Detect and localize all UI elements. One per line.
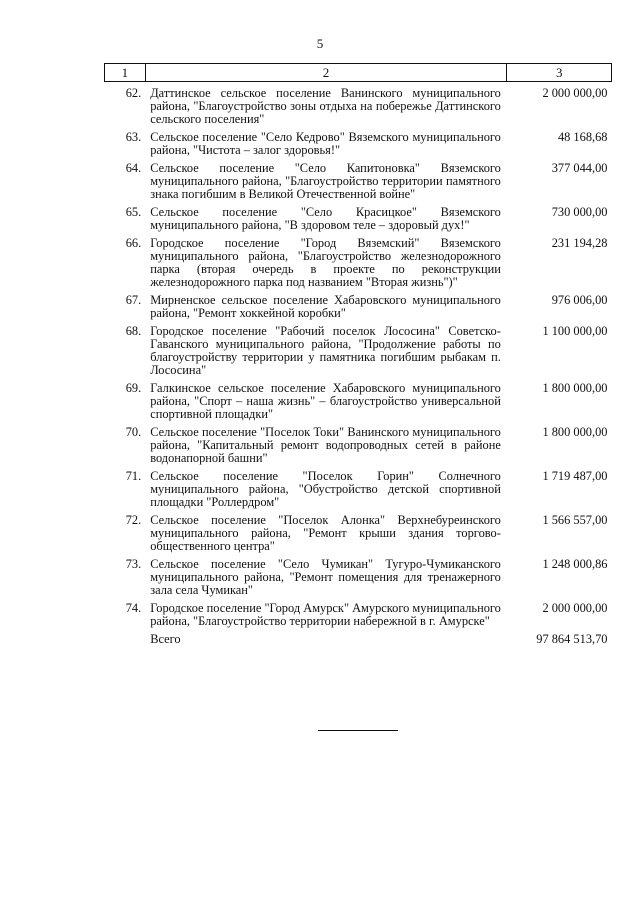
- table-header: [105, 64, 612, 82]
- end-separator-line: [318, 730, 398, 731]
- row-amount: 1 248 000,86: [542, 557, 608, 571]
- row-description: Даттинское сельское поселение Ванинского муниципального района, "Благоустройство зоны отдыха на побережье Даттинского сельского поселения": [150, 86, 501, 126]
- row-description: Сельское поселение "Село Чумикан" Тугуро-Чумиканского муниципального района, "Ремонт помещения для тренажерного зала села Чумикан": [150, 557, 501, 597]
- table-body: [105, 82, 612, 647]
- row-description: Городское поселение "Город Амурск" Амурского муниципального района, "Благоустройство территории набережной в г. Амурске": [150, 601, 501, 628]
- allocation-table: [104, 63, 612, 646]
- row-number: 62.: [125, 86, 142, 100]
- row-amount: 2 000 000,00: [542, 86, 608, 100]
- row-description: Сельское поселение "Село Капитоновка" Вяземского муниципального района, "Благоустройство территории памятного знака погибшим в Великой Отечественной войне": [150, 161, 501, 201]
- row-number: 73.: [125, 557, 142, 571]
- total-label: Всего: [150, 632, 181, 646]
- header-row: [105, 64, 612, 82]
- page-number: 5: [316, 36, 324, 51]
- row-number: 70.: [125, 425, 142, 439]
- row-description: Сельское поселение "Поселок Алонка" Верхнебуреинского муниципального района, "Ремонт крыши здания торгово-общественного центра": [150, 513, 501, 553]
- row-amount: 231 194,28: [551, 236, 608, 250]
- header-col-3: 3: [507, 64, 612, 82]
- row-description: Сельское поселение "Поселок Горин" Солнечного муниципального района, "Обустройство детской спортивной площадки "Роллердром": [150, 469, 501, 509]
- row-amount: 1 100 000,00: [542, 324, 608, 338]
- row-number: 63.: [125, 130, 142, 144]
- row-number: 67.: [125, 293, 142, 307]
- row-description: Сельское поселение "Село Кедрово" Вяземского муниципального района, "Чистота – залог здоровья!": [150, 130, 501, 157]
- table-row: [105, 421, 612, 465]
- total-empty-cell: [105, 628, 146, 646]
- row-amount: 1 800 000,00: [542, 381, 608, 395]
- row-number: 66.: [125, 236, 142, 250]
- row-description: Мирненское сельское поселение Хабаровского муниципального района, "Ремонт хоккейной коробки": [150, 293, 501, 320]
- table-row: [105, 126, 612, 157]
- total-row: [105, 628, 612, 646]
- header-col-2: 2: [145, 64, 507, 82]
- row-description: Сельское поселение "Поселок Токи" Ванинского муниципального района, "Капитальный ремонт водопроводных сетей в районе водонапорной башни": [150, 425, 501, 465]
- table-row: [105, 82, 612, 127]
- row-number: 69.: [125, 381, 142, 395]
- row-description: Городское поселение "Город Вяземский" Вяземского муниципального района, "Благоустройство железнодорожного парка (вторая очередь в проекте по реконструкции железнодорожного парка под названием "Вторая жизнь")": [150, 236, 501, 289]
- table-row: [105, 320, 612, 377]
- table-row: [105, 201, 612, 232]
- row-amount: 1 566 557,00: [542, 513, 608, 527]
- table-row: [105, 232, 612, 289]
- row-description: Сельское поселение "Село Красицкое" Вяземского муниципального района, "В здоровом теле – здоровый дух!": [150, 205, 501, 232]
- row-amount: 1 719 487,00: [542, 469, 608, 483]
- row-amount: 976 006,00: [551, 293, 608, 307]
- row-number: 65.: [125, 205, 142, 219]
- table-row: [105, 289, 612, 320]
- row-amount: 1 800 000,00: [542, 425, 608, 439]
- row-amount: 377 044,00: [551, 161, 608, 175]
- table-row: [105, 509, 612, 553]
- row-amount: 730 000,00: [551, 205, 608, 219]
- row-amount: 48 168,68: [557, 130, 608, 144]
- row-number: 71.: [125, 469, 142, 483]
- table-row: [105, 157, 612, 201]
- row-number: 64.: [125, 161, 142, 175]
- table-row: [105, 465, 612, 509]
- row-number: 74.: [125, 601, 142, 615]
- row-number: 72.: [125, 513, 142, 527]
- table-row: [105, 597, 612, 628]
- table-row: [105, 377, 612, 421]
- total-amount: 97 864 513,70: [536, 632, 608, 646]
- row-description: Галкинское сельское поселение Хабаровского муниципального района, "Спорт – наша жизнь" – благоустройство универсальной спортивной площадки": [150, 381, 501, 421]
- table-row: [105, 553, 612, 597]
- row-number: 68.: [125, 324, 142, 338]
- row-amount: 2 000 000,00: [542, 601, 608, 615]
- row-description: Городское поселение "Рабочий поселок Лососина" Советско-Гаванского муниципального района, "Продолжение работы по благоустройству территории у памятника погибшим рыбакам п. Лососина": [150, 324, 501, 377]
- header-col-1: 1: [105, 64, 146, 82]
